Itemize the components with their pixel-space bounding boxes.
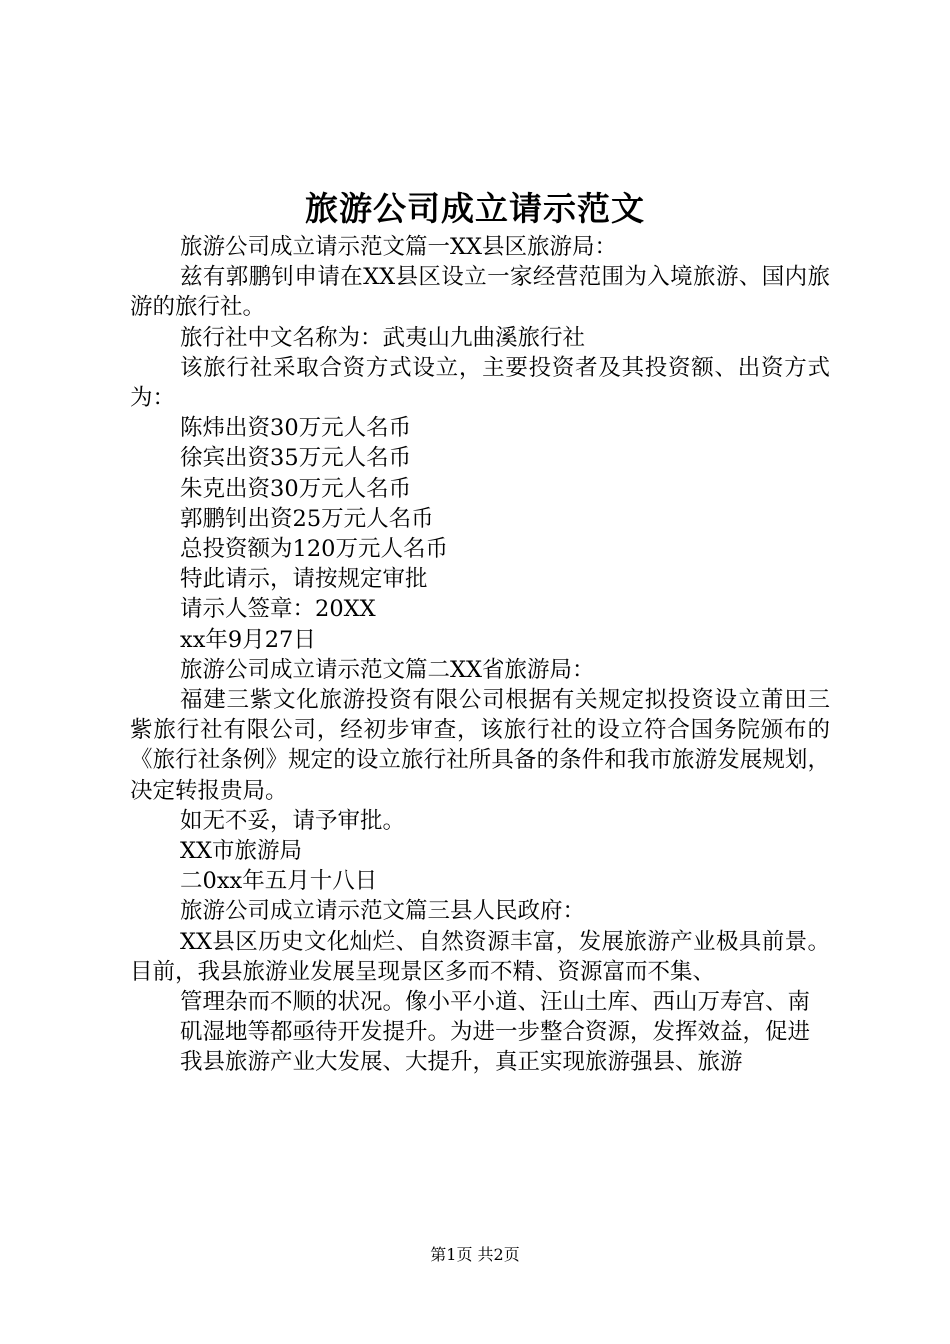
document-title: 旅游公司成立请示范文 — [305, 189, 645, 228]
paragraph: 该旅行社采取合资方式设立，主要投资者及其投资额、出资方式为： — [130, 354, 830, 412]
paragraph: 朱克出资30万元人名币 — [180, 475, 412, 502]
paragraph: xx年9月27日 — [180, 626, 316, 653]
paragraph: 旅行社中文名称为：武夷山九曲溪旅行社 — [180, 324, 586, 351]
paragraph: 总投资额为120万元人名币 — [180, 536, 448, 563]
paragraph: 福建三紫文化旅游投资有限公司根据有关规定拟投资设立莆田三紫旅行社有限公司，经初步审查，该旅行社的设立符合国务院颁布的《旅行社条例》规定的设立旅行社所具备的条件和我市旅游发展规划，决定转报贵局。 — [130, 687, 830, 804]
paragraph: 兹有郭鹏钊申请在XX县区设立一家经营范围为入境旅游、国内旅游的旅行社。 — [130, 264, 830, 321]
page-footer: 第1页 共2页 — [430, 1245, 520, 1264]
paragraph: XX县区历史文化灿烂、自然资源丰富，发展旅游产业极具前景。目前，我县旅游业发展呈现景区多而不精、资源富而不集、 — [130, 928, 830, 985]
paragraph: 我县旅游产业大发展、大提升，真正实现旅游强县、旅游 — [180, 1049, 743, 1076]
paragraph: 陈炜出资30万元人名币 — [180, 415, 412, 442]
paragraph: 旅游公司成立请示范文篇一XX县区旅游局： — [180, 234, 618, 260]
paragraph: 旅游公司成立请示范文篇三县人民政府： — [180, 898, 586, 925]
paragraph: 旅游公司成立请示范文篇二XX省旅游局： — [180, 656, 595, 683]
document-body — [130, 232, 830, 1078]
paragraph: 如无不妥，请予审批。 — [180, 807, 406, 834]
paragraph: 特此请示，请按规定审批 — [180, 566, 428, 593]
paragraph: 二0xx年五月十八日 — [180, 868, 378, 895]
paragraph: 矶湿地等都亟待开发提升。为进一步整合资源，发挥效益，促进 — [180, 1019, 811, 1046]
paragraph: 管理杂而不顺的状况。像小平小道、汪山土库、西山万寿宫、南 — [180, 989, 811, 1016]
paragraph: 请示人签章：20XX — [180, 596, 376, 623]
paragraph: XX市旅游局 — [180, 838, 303, 865]
paragraph: 徐宾出资35万元人名币 — [180, 445, 412, 472]
paragraph: 郭鹏钊出资25万元人名币 — [180, 505, 434, 532]
